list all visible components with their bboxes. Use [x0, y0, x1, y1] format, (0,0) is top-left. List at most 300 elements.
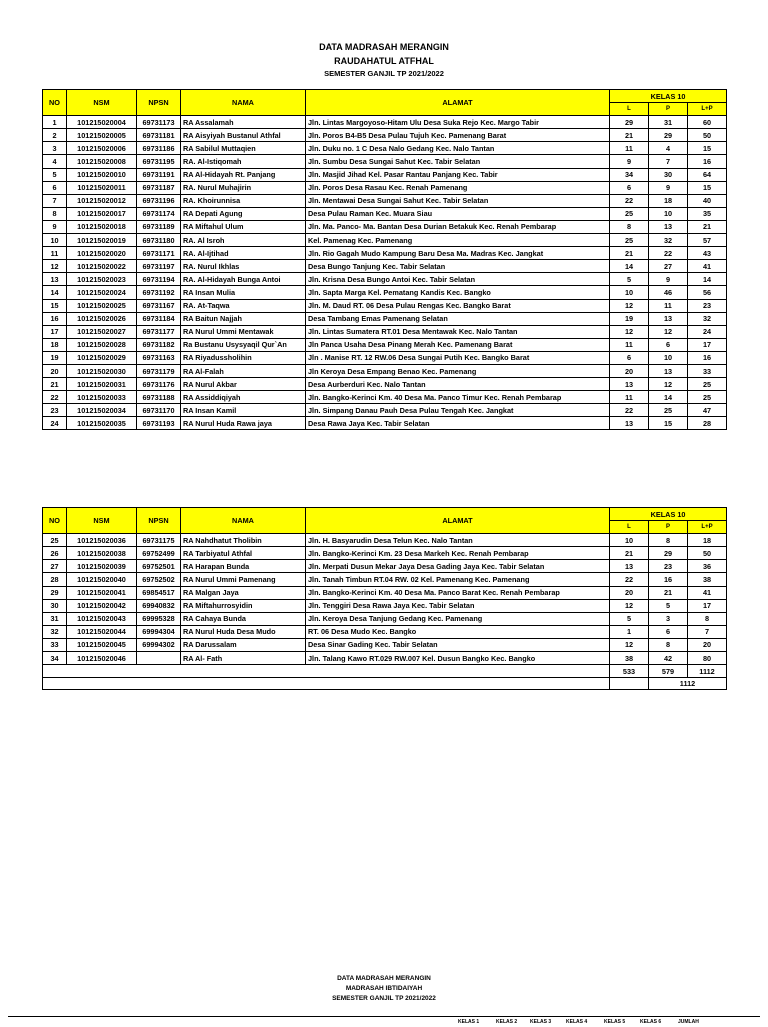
row-l: 9: [610, 155, 649, 168]
row-no: 24: [43, 417, 67, 430]
table-row: [43, 391, 727, 404]
row-no: 12: [43, 260, 67, 273]
row-npsn: 69731192: [137, 286, 181, 299]
row-npsn: 69731175: [137, 534, 181, 547]
row-nsm: 101215020027: [67, 325, 137, 338]
row-no: 17: [43, 325, 67, 338]
col-header-alamat: ALAMAT: [306, 90, 610, 116]
row-lp: 25: [688, 391, 727, 404]
row-npsn: 69731180: [137, 234, 181, 247]
row-nsm: 101215020042: [67, 599, 137, 612]
row-nama: RA Assalamah: [181, 116, 306, 129]
row-p: 42: [649, 652, 688, 665]
row-p: 12: [649, 378, 688, 391]
row-nama: RA. Al-Hidayah Bunga Antoi: [181, 273, 306, 286]
row-alamat: RT. 06 Desa Mudo Kec. Bangko: [306, 625, 610, 638]
row-nsm: 101215020040: [67, 573, 137, 586]
row-no: 32: [43, 625, 67, 638]
strip-label: KELAS 3: [530, 1019, 552, 1025]
row-npsn: 69731181: [137, 129, 181, 142]
totals-body: [43, 665, 727, 690]
row-no: 5: [43, 168, 67, 181]
row-lp: 24: [688, 325, 727, 338]
row-lp: 38: [688, 573, 727, 586]
row-npsn: 69731188: [137, 391, 181, 404]
row-nsm: 101215020017: [67, 207, 137, 220]
table-row: [43, 417, 727, 430]
row-l: 34: [610, 168, 649, 181]
row-l: 12: [610, 299, 649, 312]
row-l: 21: [610, 129, 649, 142]
row-p: 46: [649, 286, 688, 299]
page-subtitle: RAUDAHATUL ATFHAL: [334, 56, 434, 66]
row-npsn: 69731182: [137, 338, 181, 351]
row-nama: Ra Bustanu Usysyaqil Qur`An: [181, 338, 306, 351]
row-p: 10: [649, 351, 688, 364]
table-row: [43, 612, 727, 625]
totals-spacer: [43, 665, 610, 678]
row-nsm: 101215020018: [67, 220, 137, 233]
table-row: [43, 220, 727, 233]
table-row: [43, 378, 727, 391]
strip-label: KELAS 2: [496, 1019, 518, 1025]
row-nama: RA. Al Isroh: [181, 234, 306, 247]
col-header-npsn: NPSN: [137, 508, 181, 534]
row-nama: RA Nurul Huda Rawa jaya: [181, 417, 306, 430]
row-nsm: 101215020041: [67, 586, 137, 599]
row-npsn: 69731170: [137, 404, 181, 417]
row-no: 9: [43, 220, 67, 233]
row-nama: RA Tarbiyatul Athfal: [181, 547, 306, 560]
row-nama: RA Nurul Ummi Mentawak: [181, 325, 306, 338]
row-p: 29: [649, 129, 688, 142]
row-nsm: 101215020019: [67, 234, 137, 247]
row-l: 38: [610, 652, 649, 665]
row-p: 18: [649, 194, 688, 207]
row-npsn: 69731176: [137, 378, 181, 391]
row-alamat: Jln. Merpati Dusun Mekar Jaya Desa Gading Jaya Kec. Tabir Selatan: [306, 560, 610, 573]
row-alamat: Jln. Lintas Sumatera RT.01 Desa Mentawak Kec. Nalo Tantan: [306, 325, 610, 338]
row-alamat: Jln. Sumbu Desa Sungai Sahut Kec. Tabir Selatan: [306, 155, 610, 168]
table-row: [43, 560, 727, 573]
row-p: 13: [649, 364, 688, 377]
row-nama: RA Cahaya Bunda: [181, 612, 306, 625]
row-l: 11: [610, 142, 649, 155]
row-no: 20: [43, 364, 67, 377]
row-nsm: 101215020005: [67, 129, 137, 142]
row-nsm: 101215020043: [67, 612, 137, 625]
row-p: 8: [649, 638, 688, 651]
row-p: 14: [649, 391, 688, 404]
row-l: 20: [610, 364, 649, 377]
row-lp: 15: [688, 142, 727, 155]
row-npsn: 69731186: [137, 142, 181, 155]
table-row: [43, 207, 727, 220]
row-no: 30: [43, 599, 67, 612]
row-l: 11: [610, 338, 649, 351]
row-nama: RA Insan Kamil: [181, 404, 306, 417]
row-nsm: 101215020045: [67, 638, 137, 651]
row-alamat: Jln. Lintas Margoyoso-Hitam Ulu Desa Suka Rejo Kec. Margo Tabir: [306, 116, 610, 129]
row-nsm: 101215020046: [67, 652, 137, 665]
row-alamat: Jln. Talang Kawo RT.029 RW.007 Kel. Dusun Bangko Kec. Bangko: [306, 652, 610, 665]
row-l: 20: [610, 586, 649, 599]
col-header-p: P: [649, 103, 688, 116]
semester-label: SEMESTER GANJIL TP 2021/2022: [324, 69, 444, 78]
table-row: [43, 404, 727, 417]
page-subtitle-2: MADRASAH IBTIDAIYAH: [345, 985, 423, 992]
row-nsm: 101215020039: [67, 560, 137, 573]
row-no: 4: [43, 155, 67, 168]
row-no: 8: [43, 207, 67, 220]
row-p: 5: [649, 599, 688, 612]
table-body-1: [43, 116, 727, 430]
row-p: 8: [649, 534, 688, 547]
table-row: [43, 286, 727, 299]
row-alamat: Desa Pulau Raman Kec. Muara Siau: [306, 207, 610, 220]
page-title-block-2: [0, 974, 768, 1004]
strip-label: JUMLAH: [678, 1019, 699, 1025]
row-no: 25: [43, 534, 67, 547]
row-lp: 18: [688, 534, 727, 547]
row-nsm: 101215020033: [67, 391, 137, 404]
row-lp: 7: [688, 625, 727, 638]
table-row: [43, 652, 727, 665]
row-p: 7: [649, 155, 688, 168]
table-row: [43, 547, 727, 560]
row-p: 27: [649, 260, 688, 273]
table-row: [43, 364, 727, 377]
row-l: 12: [610, 325, 649, 338]
table-row: [43, 573, 727, 586]
row-no: 10: [43, 234, 67, 247]
row-l: 6: [610, 351, 649, 364]
table-row: [43, 312, 727, 325]
col-header-l: L: [610, 521, 649, 534]
row-l: 22: [610, 194, 649, 207]
col-header-nama: NAMA: [181, 508, 306, 534]
row-npsn: 69731177: [137, 325, 181, 338]
row-nama: RA. At-Taqwa: [181, 299, 306, 312]
table-row: [43, 260, 727, 273]
row-lp: 64: [688, 168, 727, 181]
row-npsn: 69731193: [137, 417, 181, 430]
row-no: 22: [43, 391, 67, 404]
row-npsn: 69731187: [137, 181, 181, 194]
row-no: 7: [43, 194, 67, 207]
row-no: 27: [43, 560, 67, 573]
row-lp: 25: [688, 378, 727, 391]
strip-label: KELAS 6: [640, 1019, 662, 1025]
row-l: 5: [610, 273, 649, 286]
row-npsn: 69731167: [137, 299, 181, 312]
row-npsn: 69731191: [137, 168, 181, 181]
totals-row: [43, 665, 727, 678]
row-p: 13: [649, 220, 688, 233]
row-nama: RA. Al-Ijtihad: [181, 247, 306, 260]
row-nsm: 101215020030: [67, 364, 137, 377]
row-nama: RA Depati Agung: [181, 207, 306, 220]
strip-label: KELAS 1: [458, 1019, 480, 1025]
row-lp: 8: [688, 612, 727, 625]
row-no: 1: [43, 116, 67, 129]
table-row: [43, 534, 727, 547]
row-lp: 47: [688, 404, 727, 417]
row-alamat: Jln. Mentawai Desa Sungai Sahut Kec. Tabir Selatan: [306, 194, 610, 207]
row-p: 9: [649, 273, 688, 286]
row-p: 9: [649, 181, 688, 194]
row-npsn: 69854517: [137, 586, 181, 599]
row-npsn: 69752499: [137, 547, 181, 560]
semester-label-2: SEMESTER GANJIL TP 2021/2022: [332, 995, 436, 1002]
table-row: [43, 116, 727, 129]
row-no: 6: [43, 181, 67, 194]
row-lp: 36: [688, 560, 727, 573]
row-npsn: 69731195: [137, 155, 181, 168]
row-nsm: 101215020036: [67, 534, 137, 547]
col-header-alamat: ALAMAT: [306, 508, 610, 534]
row-lp: 16: [688, 155, 727, 168]
row-alamat: Jln. Krisna Desa Bungo Antoi Kec. Tabir Selatan: [306, 273, 610, 286]
grand-total-spacer: [43, 678, 610, 690]
row-alamat: Jln. Masjid Jihad Kel. Pasar Rantau Panjang Kec. Tabir: [306, 168, 610, 181]
table-row: [43, 325, 727, 338]
row-lp: 41: [688, 260, 727, 273]
table-row: [43, 586, 727, 599]
row-alamat: Jln. Keroya Desa Tanjung Gedang Kec. Pamenang: [306, 612, 610, 625]
row-p: 29: [649, 547, 688, 560]
row-nama: RA Miftahul Ulum: [181, 220, 306, 233]
row-lp: 16: [688, 351, 727, 364]
table-row: [43, 142, 727, 155]
row-nama: RA Harapan Bunda: [181, 560, 306, 573]
row-lp: 33: [688, 364, 727, 377]
row-alamat: Jln. Duku no. 1 C Desa Nalo Gedang Kec. Nalo Tantan: [306, 142, 610, 155]
row-nsm: 101215020024: [67, 286, 137, 299]
row-nsm: 101215020025: [67, 299, 137, 312]
row-alamat: Desa Rawa Jaya Kec. Tabir Selatan: [306, 417, 610, 430]
row-lp: 28: [688, 417, 727, 430]
row-alamat: Desa Bungo Tanjung Kec. Tabir Selatan: [306, 260, 610, 273]
col-header-lp: L+P: [688, 521, 727, 534]
table-row: [43, 338, 727, 351]
row-no: 31: [43, 612, 67, 625]
row-nsm: 101215020026: [67, 312, 137, 325]
row-l: 10: [610, 286, 649, 299]
col-header-kelas: KELAS 10: [610, 508, 727, 521]
row-no: 21: [43, 378, 67, 391]
row-no: 16: [43, 312, 67, 325]
row-alamat: Jln. Poros B4-B5 Desa Pulau Tujuh Kec. Pamenang Barat: [306, 129, 610, 142]
row-no: 23: [43, 404, 67, 417]
row-no: 14: [43, 286, 67, 299]
row-alamat: Jln. Tanah Timbun RT.04 RW. 02 Kel. Pamenang Kec. Pamenang: [306, 573, 610, 586]
row-lp: 40: [688, 194, 727, 207]
row-p: 25: [649, 404, 688, 417]
row-lp: 15: [688, 181, 727, 194]
row-nsm: 101215020006: [67, 142, 137, 155]
table-row: [43, 599, 727, 612]
row-p: 21: [649, 586, 688, 599]
row-nsm: 101215020012: [67, 194, 137, 207]
table-row: [43, 234, 727, 247]
table-body-2: [43, 534, 727, 665]
row-l: 21: [610, 247, 649, 260]
row-p: 10: [649, 207, 688, 220]
col-header-no: NO: [43, 508, 67, 534]
row-nsm: 101215020004: [67, 116, 137, 129]
total-l: 533: [610, 665, 649, 678]
row-nama: RA Al-Falah: [181, 364, 306, 377]
row-npsn: 69731184: [137, 312, 181, 325]
row-l: 14: [610, 260, 649, 273]
data-table-1: [42, 89, 727, 430]
row-no: 13: [43, 273, 67, 286]
row-nama: RA Nahdhatut Tholibin: [181, 534, 306, 547]
row-npsn: 69752502: [137, 573, 181, 586]
row-lp: 56: [688, 286, 727, 299]
row-l: 13: [610, 378, 649, 391]
row-p: 23: [649, 560, 688, 573]
row-l: 1: [610, 625, 649, 638]
row-l: 29: [610, 116, 649, 129]
total-p: 579: [649, 665, 688, 678]
row-no: 11: [43, 247, 67, 260]
row-l: 25: [610, 234, 649, 247]
row-lp: 20: [688, 638, 727, 651]
row-nsm: 101215020022: [67, 260, 137, 273]
row-nama: RA Malgan Jaya: [181, 586, 306, 599]
row-alamat: Jln. Rio Gagah Mudo Kampung Baru Desa Ma. Madras Kec. Jangkat: [306, 247, 610, 260]
col-header-npsn: NPSN: [137, 90, 181, 116]
row-l: 22: [610, 573, 649, 586]
row-l: 12: [610, 638, 649, 651]
row-npsn: 69731196: [137, 194, 181, 207]
row-alamat: Jln . Manise RT. 12 RW.06 Desa Sungai Putih Kec. Bangko Barat: [306, 351, 610, 364]
col-header-kelas: KELAS 10: [610, 90, 727, 103]
row-l: 11: [610, 391, 649, 404]
col-header-nsm: NSM: [67, 508, 137, 534]
row-npsn: 69731163: [137, 351, 181, 364]
row-nama: RA Miftahurrosyidin: [181, 599, 306, 612]
row-npsn: 69731171: [137, 247, 181, 260]
row-p: 3: [649, 612, 688, 625]
row-nama: RA Nurul Akbar: [181, 378, 306, 391]
row-lp: 17: [688, 338, 727, 351]
table-row: [43, 181, 727, 194]
strip-label: KELAS 5: [604, 1019, 626, 1025]
row-npsn: 69731174: [137, 207, 181, 220]
col-header-no: NO: [43, 90, 67, 116]
row-npsn: 69731194: [137, 273, 181, 286]
row-no: 34: [43, 652, 67, 665]
row-alamat: Jln. Poros Desa Rasau Kec. Renah Pamenang: [306, 181, 610, 194]
row-nama: RA Assiddiqiyah: [181, 391, 306, 404]
grand-total: 1112: [649, 678, 727, 690]
table-row: [43, 299, 727, 312]
row-lp: 35: [688, 207, 727, 220]
table-row: [43, 155, 727, 168]
table-row: [43, 168, 727, 181]
table-row: [43, 625, 727, 638]
row-alamat: Jln. Ma. Panco- Ma. Bantan Desa Durian Betakuk Kec. Renah Pembarap: [306, 220, 610, 233]
grand-total-row: [43, 678, 727, 690]
row-l: 13: [610, 560, 649, 573]
row-nama: RA Riyadussholihin: [181, 351, 306, 364]
row-lp: 23: [688, 299, 727, 312]
row-p: 22: [649, 247, 688, 260]
row-alamat: Desa Aurberduri Kec. Nalo Tantan: [306, 378, 610, 391]
row-l: 13: [610, 417, 649, 430]
table-row: [43, 638, 727, 651]
row-p: 32: [649, 234, 688, 247]
row-alamat: Jln Panca Usaha Desa Pinang Merah Kec. Pamenang Barat: [306, 338, 610, 351]
row-npsn: 69752501: [137, 560, 181, 573]
row-alamat: Desa Tambang Emas Pamenang Selatan: [306, 312, 610, 325]
row-npsn: 69731173: [137, 116, 181, 129]
row-nama: RA Baitun Najjah: [181, 312, 306, 325]
row-p: 12: [649, 325, 688, 338]
row-no: 2: [43, 129, 67, 142]
row-nama: RA Nurul Ummi Pamenang: [181, 573, 306, 586]
row-nsm: 101215020034: [67, 404, 137, 417]
col-header-lp: L+P: [688, 103, 727, 116]
row-nama: RA Sabilul Muttaqien: [181, 142, 306, 155]
row-lp: 57: [688, 234, 727, 247]
row-nama: RA Insan Mulia: [181, 286, 306, 299]
next-table-header-strip: [8, 1016, 760, 1027]
row-lp: 41: [688, 586, 727, 599]
row-no: 3: [43, 142, 67, 155]
row-npsn: 69731189: [137, 220, 181, 233]
row-nsm: 101215020008: [67, 155, 137, 168]
row-nsm: 101215020044: [67, 625, 137, 638]
row-p: 30: [649, 168, 688, 181]
row-alamat: Jln. Bangko-Kerinci Km. 40 Desa Ma. Panco Timur Kec. Renah Pembarap: [306, 391, 610, 404]
row-p: 16: [649, 573, 688, 586]
row-lp: 17: [688, 599, 727, 612]
row-no: 26: [43, 547, 67, 560]
row-lp: 32: [688, 312, 727, 325]
row-l: 12: [610, 599, 649, 612]
table-row: [43, 351, 727, 364]
row-nsm: 101215020028: [67, 338, 137, 351]
page-title: DATA MADRASAH MERANGIN: [319, 42, 449, 52]
row-no: 33: [43, 638, 67, 651]
row-nama: RA Darussalam: [181, 638, 306, 651]
row-p: 11: [649, 299, 688, 312]
row-l: 22: [610, 404, 649, 417]
grand-total-empty: [610, 678, 649, 690]
row-nsm: 101215020035: [67, 417, 137, 430]
row-alamat: Jln. Tenggiri Desa Rawa Jaya Kec. Tabir Selatan: [306, 599, 610, 612]
row-nama: RA Al-Hidayah Rt. Panjang: [181, 168, 306, 181]
row-p: 4: [649, 142, 688, 155]
total-lp: 1112: [688, 665, 727, 678]
row-no: 29: [43, 586, 67, 599]
table-row: [43, 273, 727, 286]
row-npsn: 69994304: [137, 625, 181, 638]
row-l: 8: [610, 220, 649, 233]
row-l: 25: [610, 207, 649, 220]
row-alamat: Jln. H. Basyarudin Desa Telun Kec. Nalo Tantan: [306, 534, 610, 547]
row-nama: RA Al- Fath: [181, 652, 306, 665]
row-p: 15: [649, 417, 688, 430]
table-row: [43, 247, 727, 260]
row-p: 6: [649, 625, 688, 638]
row-no: 18: [43, 338, 67, 351]
col-header-p: P: [649, 521, 688, 534]
